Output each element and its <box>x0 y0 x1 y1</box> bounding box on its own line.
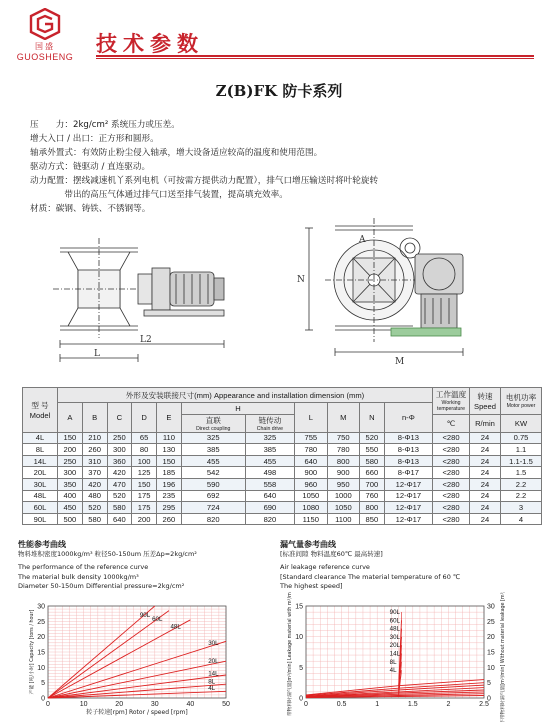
th-label-en: Working temperature <box>437 400 465 413</box>
x-tick-label: 2 <box>446 700 451 708</box>
x-tick-label: 0 <box>46 700 50 708</box>
chart-title-cn: 性能参考曲线 <box>18 540 66 549</box>
chart-condition-en: [Standard clearance The material temperature of 60 ℃ <box>280 572 461 581</box>
th-label-en: Model <box>29 410 51 420</box>
y-tick-label-right: 25 <box>487 618 495 626</box>
table-cell: 640 <box>107 513 132 525</box>
table-cell: 235 <box>157 490 182 502</box>
spec-item <box>30 132 540 146</box>
spec-item <box>30 202 540 216</box>
spec-label: 动力配置： <box>30 176 73 186</box>
front-view-svg <box>295 218 505 368</box>
table-cell: 800 <box>359 502 384 514</box>
table-cell: 80 <box>132 444 157 456</box>
spec-text: 有效防止粉尘侵入轴承，增大设备适应较高的温度和使用范围。 <box>81 148 323 158</box>
table-cell: 12-Φ17 <box>384 490 432 502</box>
th-unit-speed: R/min <box>470 414 501 432</box>
chart-condition-en: Diameter 50-150um Differential pressure=2kg/cm² <box>18 582 185 590</box>
table-cell: 60L <box>23 502 58 514</box>
table-cell: 295 <box>157 502 182 514</box>
y-tick-label-right: 5 <box>487 679 491 687</box>
th-col-d: D <box>132 403 157 433</box>
brand-name-en: GUOSHENG <box>16 52 74 62</box>
table-cell: 360 <box>107 455 132 467</box>
series-label: 90L <box>139 611 151 619</box>
table-cell: 8-Φ13 <box>384 444 432 456</box>
table-cell: 470 <box>107 478 132 490</box>
logo-mark-icon <box>28 8 62 40</box>
th-col-a: A <box>58 403 83 433</box>
table-cell: 1.5 <box>501 467 542 479</box>
th-speed <box>470 388 501 415</box>
table-cell: 660 <box>359 467 384 479</box>
table-cell: 580 <box>107 502 132 514</box>
spec-label: 增大入口 / 出口： <box>30 134 99 144</box>
chart-title-cn: 漏气量参考曲线 <box>280 540 336 549</box>
table-cell: 755 <box>295 432 327 444</box>
table-cell: 820 <box>245 513 294 525</box>
y-tick-label-right: 15 <box>487 649 495 656</box>
th-temp <box>433 388 470 415</box>
table-cell: 700 <box>359 478 384 490</box>
table-cell: 200 <box>58 444 83 456</box>
dim-label: L <box>94 349 100 359</box>
table-cell: 960 <box>295 478 327 490</box>
y-tick-label-right: 10 <box>487 664 495 672</box>
th-col-holes: n-Φ <box>384 403 432 433</box>
th-col-h: H <box>181 403 294 415</box>
table-cell: 24 <box>470 432 501 444</box>
table-cell: 1100 <box>327 513 359 525</box>
y-axis-label: 产能 [吨/小时] Capacity [tons / hour] <box>30 609 35 694</box>
table-cell: 550 <box>359 444 384 456</box>
th-col-n: N <box>359 403 384 433</box>
table-cell: 1050 <box>295 490 327 502</box>
table-cell: 130 <box>157 444 182 456</box>
table-cell: 690 <box>245 502 294 514</box>
table-cell: 1000 <box>327 490 359 502</box>
table-cell: 455 <box>245 455 294 467</box>
table-cell: 196 <box>157 478 182 490</box>
y-tick-label: 20 <box>37 633 45 641</box>
x-tick-label: 2.5 <box>479 700 489 708</box>
table-cell: 542 <box>181 467 245 479</box>
table-row <box>23 513 542 525</box>
y-tick-label-right: 30 <box>487 603 495 610</box>
table-cell: <280 <box>433 432 470 444</box>
series-label: 20L <box>208 657 219 665</box>
table-cell: 24 <box>470 502 501 514</box>
table-cell: 185 <box>157 467 182 479</box>
series-label: 60L <box>389 616 400 624</box>
th-label-en: Speed <box>474 401 496 411</box>
series-label: 4L <box>389 666 397 674</box>
y-tick-label-right: 0 <box>487 695 491 702</box>
series-line <box>48 641 226 698</box>
table-cell: 900 <box>295 467 327 479</box>
spec-item <box>30 160 540 174</box>
series-label: 14L <box>389 650 400 657</box>
y-tick-label: 25 <box>37 618 45 626</box>
spec-label: 材质： <box>30 204 56 214</box>
table-cell: 24 <box>470 455 501 467</box>
series-label: 48L <box>389 625 400 633</box>
th-col-e: E <box>157 403 182 433</box>
table-cell: 300 <box>107 444 132 456</box>
table-cell: 110 <box>157 432 182 444</box>
table-cell: <280 <box>433 490 470 502</box>
series-label: 4L <box>208 684 216 692</box>
header-divider-thin <box>96 58 534 59</box>
x-tick-label: 40 <box>186 700 195 708</box>
table-cell: 400 <box>58 490 83 502</box>
table-cell: 300 <box>58 467 83 479</box>
table-cell: 760 <box>359 490 384 502</box>
series-label: 60L <box>152 615 163 623</box>
table-cell: 12-Φ17 <box>384 513 432 525</box>
table-cell: 24 <box>470 478 501 490</box>
chart-condition-en: The highest speed] <box>280 582 343 590</box>
table-cell: 370 <box>82 467 107 479</box>
performance-chart <box>18 540 248 726</box>
th-col-c: C <box>107 403 132 433</box>
x-tick-label: 0 <box>304 700 308 708</box>
series-label: 30L <box>208 639 219 647</box>
table-cell: 3 <box>501 502 542 514</box>
table-cell: 780 <box>327 444 359 456</box>
table-cell: 260 <box>82 444 107 456</box>
table-cell: 175 <box>132 502 157 514</box>
table-cell: 750 <box>327 432 359 444</box>
table-cell: 1150 <box>295 513 327 525</box>
chart-condition-en: The material bulk density 1000kg/m³ <box>18 572 139 581</box>
table-cell: 20L <box>23 467 58 479</box>
chart-condition-cn: [标准间隙 物料温度60℃ 最高转速] <box>280 549 383 558</box>
dim-label: A <box>359 235 366 245</box>
spec-text: 2kg/cm² 系统压力或压差。 <box>72 120 180 130</box>
table-row <box>23 467 542 479</box>
table-cell: 4 <box>501 513 542 525</box>
dimension-table <box>22 387 542 525</box>
table-cell: 90L <box>23 513 58 525</box>
series-label: 8L <box>389 658 397 666</box>
series-label: 20L <box>389 641 400 649</box>
front-view-drawing <box>295 218 505 372</box>
spec-item <box>30 118 540 132</box>
table-cell: 580 <box>82 513 107 525</box>
table-cell: <280 <box>433 478 470 490</box>
table-cell: 4L <box>23 432 58 444</box>
spec-text: 碳钢、铸铁、不锈钢等。 <box>55 204 151 214</box>
th-dimension-group: 外形及安装联接尺寸(mm) Appearance and installation dimension (mm) <box>58 388 433 403</box>
spec-text: 正方形和圆形。 <box>98 134 159 144</box>
table-cell: 150 <box>58 432 83 444</box>
table-cell: 2.2 <box>501 490 542 502</box>
th-label: 直联 <box>205 415 221 425</box>
series-label: 48L <box>170 623 181 631</box>
table-cell: 724 <box>181 502 245 514</box>
leakage-chart-svg <box>280 592 542 722</box>
table-cell: 950 <box>327 478 359 490</box>
series-label: 90L <box>389 608 400 616</box>
spec-text: 带出的高压气体通过排气口送至排气装置，提高填充效率。 <box>30 190 288 200</box>
table-cell: 1080 <box>295 502 327 514</box>
th-label: 型 号 <box>31 400 49 410</box>
table-cell: 2.2 <box>501 478 542 490</box>
spec-list <box>30 118 540 216</box>
th-model <box>23 388 58 433</box>
th-label: 电机功率 <box>505 393 537 403</box>
table-row <box>23 490 542 502</box>
table-cell: 498 <box>245 467 294 479</box>
spec-item <box>30 174 540 188</box>
y-tick-label: 10 <box>295 633 303 641</box>
th-label-en: Chain drive <box>256 425 284 432</box>
table-cell: 30L <box>23 478 58 490</box>
x-tick-label: 1.5 <box>407 700 418 708</box>
table-cell: 640 <box>245 490 294 502</box>
table-cell: 558 <box>245 478 294 490</box>
th-chain <box>245 414 294 432</box>
dim-label: L2 <box>140 335 152 345</box>
chart-title-en: The performance of the reference curve <box>18 563 149 571</box>
chart-condition-cn: 物料堆积密度1000kg/m³ 粒径50-150um 压差Δp=2kg/cm² <box>18 549 197 558</box>
spec-label: 驱动方式： <box>30 162 73 172</box>
y-axis-label-right: 不带物料时漏气量[m³/min] Without material leakage [m³/min] <box>501 591 506 722</box>
table-cell: <280 <box>433 513 470 525</box>
dim-label: N <box>297 275 305 285</box>
table-cell: 150 <box>132 478 157 490</box>
table-cell: 12-Φ17 <box>384 502 432 514</box>
th-label: 链传动 <box>258 415 282 425</box>
leakage-chart <box>280 540 542 726</box>
th-label-en: Direct coupling <box>196 425 231 432</box>
series-label: 14L <box>208 669 219 677</box>
table-cell: 250 <box>58 455 83 467</box>
x-axis-label: 转子转速[rpm] Rotor / speed [rpm] <box>86 708 188 716</box>
table-cell: 450 <box>58 502 83 514</box>
chart-title-en: Air leakage reference curve <box>280 563 370 571</box>
series-label: 30L <box>389 633 400 641</box>
table-row <box>23 432 542 444</box>
y-tick-label: 5 <box>299 664 303 672</box>
th-col-b: B <box>82 403 107 433</box>
th-col-m: M <box>327 403 359 433</box>
th-label: 工作温度 <box>435 390 467 400</box>
th-direct <box>181 414 245 432</box>
table-cell: 385 <box>181 444 245 456</box>
table-row <box>23 455 542 467</box>
table-cell: 580 <box>359 455 384 467</box>
table-cell: 125 <box>132 467 157 479</box>
table-cell: 500 <box>58 513 83 525</box>
table-cell: 325 <box>245 432 294 444</box>
table-cell: 65 <box>132 432 157 444</box>
x-tick-label: 10 <box>79 700 88 708</box>
performance-chart-svg <box>18 592 248 722</box>
y-tick-label: 5 <box>41 679 45 687</box>
table-cell: 8-Φ13 <box>384 455 432 467</box>
table-cell: 175 <box>132 490 157 502</box>
table-cell: 24 <box>470 513 501 525</box>
table-cell: 420 <box>82 478 107 490</box>
table-cell: 200 <box>132 513 157 525</box>
table-row <box>23 478 542 490</box>
table-cell: 12-Φ17 <box>384 478 432 490</box>
table-cell: 48L <box>23 490 58 502</box>
table-cell: <280 <box>433 467 470 479</box>
table-cell: 780 <box>295 444 327 456</box>
header-divider <box>96 55 534 57</box>
y-tick-label: 15 <box>295 603 303 610</box>
table-cell: 24 <box>470 467 501 479</box>
table-cell: 520 <box>107 490 132 502</box>
x-tick-label: 30 <box>150 700 159 708</box>
table-cell: 520 <box>82 502 107 514</box>
table-cell: 800 <box>327 455 359 467</box>
table-cell: 0.75 <box>501 432 542 444</box>
table-cell: <280 <box>433 502 470 514</box>
table-cell: 820 <box>181 513 245 525</box>
th-label: 转速 <box>477 391 493 401</box>
table-row <box>23 502 542 514</box>
side-view-drawing <box>38 228 248 372</box>
th-unit-temp: ℃ <box>433 414 470 432</box>
y-tick-label-right: 20 <box>487 633 495 641</box>
table-cell: 520 <box>359 432 384 444</box>
th-power <box>501 388 542 415</box>
table-cell: 8-Φ13 <box>384 432 432 444</box>
spec-text: 摆线减速机丫系列电机（可按需方提供动力配置），排气口增压输送时将叶轮旋转 <box>72 176 379 186</box>
x-tick-label: 20 <box>115 700 124 708</box>
brand-name-cn: 国盛 <box>35 42 55 51</box>
product-title: Z(B)FK 防卡系列 <box>215 82 343 100</box>
table-cell: 24 <box>470 490 501 502</box>
table-cell: 8-Φ17 <box>384 467 432 479</box>
table-cell: 14L <box>23 455 58 467</box>
table-cell: 420 <box>107 467 132 479</box>
table-cell: 640 <box>295 455 327 467</box>
spec-item <box>30 188 540 202</box>
y-tick-label: 15 <box>37 649 45 656</box>
series-label: 8L <box>208 678 216 686</box>
spec-text: 链驱动 / 直连驱动。 <box>72 162 151 172</box>
spec-label: 轴承外置式： <box>30 148 82 158</box>
table-cell: 325 <box>181 432 245 444</box>
table-cell: 1050 <box>327 502 359 514</box>
y-tick-label: 0 <box>41 695 45 702</box>
table-cell: 692 <box>181 490 245 502</box>
x-tick-label: 1 <box>375 700 380 708</box>
table-cell: 590 <box>181 478 245 490</box>
th-label-en: Motor power <box>506 403 536 410</box>
page-title: 技术参数 <box>96 32 204 56</box>
spec-item <box>30 146 540 160</box>
y-tick-label: 30 <box>37 603 45 610</box>
x-tick-label: 50 <box>222 700 230 708</box>
table-cell: 1.1-1.5 <box>501 455 542 467</box>
table-cell: <280 <box>433 444 470 456</box>
table-cell: 260 <box>157 513 182 525</box>
table-cell: 8L <box>23 444 58 456</box>
table-cell: 310 <box>82 455 107 467</box>
table-row <box>23 444 542 456</box>
x-tick-label: 0.5 <box>336 700 347 708</box>
dim-label: M <box>395 357 405 367</box>
table-cell: 1.1 <box>501 444 542 456</box>
th-unit-power: KW <box>501 414 542 432</box>
table-cell: 24 <box>470 444 501 456</box>
table-cell: 250 <box>107 432 132 444</box>
table-cell: 385 <box>245 444 294 456</box>
table-cell: 455 <box>181 455 245 467</box>
side-view-svg <box>38 228 248 368</box>
table-cell: 480 <box>82 490 107 502</box>
table-cell: 900 <box>327 467 359 479</box>
table-cell: 850 <box>359 513 384 525</box>
y-axis-label: 带物料时漏气量[m³/min] Leakage material with m³/min <box>288 591 293 716</box>
th-col-l: L <box>295 403 327 433</box>
y-tick-label: 10 <box>37 664 45 672</box>
y-tick-label: 0 <box>299 695 303 702</box>
brand-logo <box>14 8 76 62</box>
table-cell: 150 <box>157 455 182 467</box>
table-cell: 100 <box>132 455 157 467</box>
spec-label: 压 力： <box>30 120 73 130</box>
table-cell: 350 <box>58 478 83 490</box>
table-cell: <280 <box>433 455 470 467</box>
table-cell: 210 <box>82 432 107 444</box>
